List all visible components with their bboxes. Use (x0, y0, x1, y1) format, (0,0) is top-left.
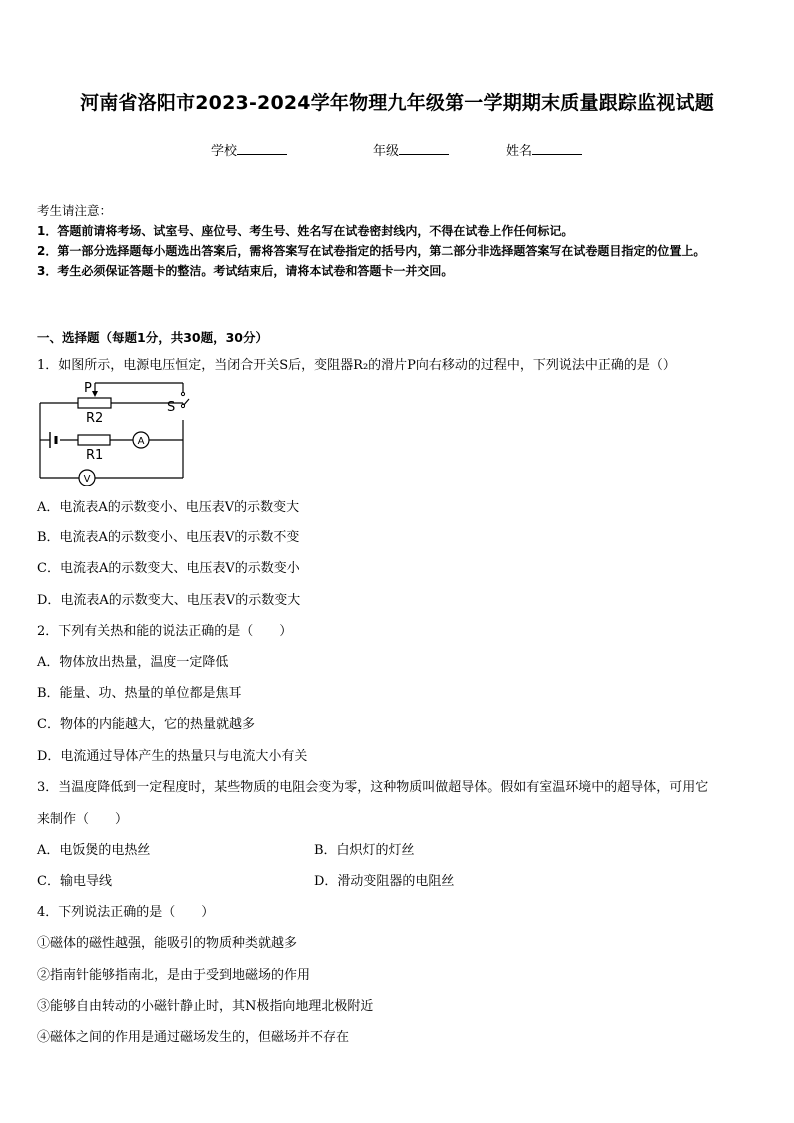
name-label: 姓名 (506, 144, 533, 159)
note-item: 2．第一部分选择题每小题选出答案后，需将答案写在试卷指定的括号内，第二部分非选择题答案写在试卷题目指定的位置上。 (37, 244, 706, 258)
q1-option-b[interactable]: B．电流表A的示数变小、电压表V的示数不变 (37, 530, 300, 545)
grade-field (373, 140, 449, 159)
grade-label: 年级 (373, 144, 400, 159)
circuit-label-r2: R2 (86, 411, 104, 426)
q2-stem: 2．下列有关热和能的说法正确的是（ ） (37, 624, 293, 639)
q3-option-a[interactable]: A．电饭煲的电热丝 (37, 843, 151, 858)
q1-option-c[interactable]: C．电流表A的示数变大、电压表V的示数变小 (37, 561, 300, 576)
circuit-label-s: S (167, 400, 176, 415)
ammeter-label: A (137, 436, 145, 447)
q3-option-c[interactable]: C．输电导线 (37, 874, 112, 889)
school-label: 学校 (211, 144, 238, 159)
q4-stem: 4．下列说法正确的是（ ） (37, 905, 215, 920)
q3-stem-line1: 3．当温度降低到一定程度时，某些物质的电阻会变为零，这种物质叫做超导体。假如有室温环境中的超导体，可用它 (37, 780, 709, 795)
q1-option-d[interactable]: D．电流表A的示数变大、电压表V的示数变大 (37, 593, 301, 608)
notes-heading: 考生请注意： (37, 203, 113, 218)
q4-statement: ②指南针能够指南北，是由于受到地磁场的作用 (37, 968, 311, 983)
note-item: 1．答题前请将考场、试室号、座位号、考生号、姓名写在试卷密封线内，不得在试卷上作任何标记。 (37, 224, 574, 238)
school-blank[interactable] (237, 141, 287, 155)
note-item: 3．考生必须保证答题卡的整洁。考试结束后，请将本试卷和答题卡一并交回。 (37, 264, 454, 278)
q1-circuit-diagram (38, 378, 198, 486)
q4-statement: ③能够自由转动的小磁针静止时，其N极指向地理北极附近 (37, 999, 374, 1014)
q2-option-b[interactable]: B．能量、功、热量的单位都是焦耳 (37, 686, 242, 701)
voltmeter-label: V (83, 474, 91, 485)
notes-block (37, 201, 762, 281)
q2-option-d[interactable]: D．电流通过导体产生的热量只与电流大小有关 (37, 749, 308, 764)
name-blank[interactable] (532, 141, 582, 155)
name-field (506, 140, 582, 159)
grade-blank[interactable] (399, 141, 449, 155)
school-field (211, 140, 287, 159)
section-title: 一、选择题（每题1分，共30题，30分） (37, 330, 268, 345)
q1-option-a[interactable]: A．电流表A的示数变小、电压表V的示数变大 (37, 500, 300, 515)
q4-statement: ④磁体之间的作用是通过磁场发生的，但磁场并不存在 (37, 1030, 350, 1045)
circuit-label-r1: R1 (86, 448, 104, 463)
q3-option-d[interactable]: D．滑动变阻器的电阻丝 (314, 874, 455, 889)
q2-option-c[interactable]: C．物体的内能越大，它的热量就越多 (37, 717, 255, 732)
q1-stem: 1．如图所示，电源电压恒定，当闭合开关S后，变阻器R₂的滑片P向右移动的过程中，下列说法中正确的是（） (37, 358, 676, 373)
circuit-label-p: P (84, 381, 92, 396)
q3-stem-line2: 来制作（ ） (37, 812, 129, 827)
page-title: 河南省洛阳市2023-2024学年物理九年级第一学期期末质量跟踪监视试题 (80, 92, 714, 114)
q2-option-a[interactable]: A．物体放出热量，温度一定降低 (37, 655, 229, 670)
q3-option-b[interactable]: B．白炽灯的灯丝 (314, 843, 415, 858)
q4-statement: ①磁体的磁性越强，能吸引的物质种类就越多 (37, 936, 298, 951)
